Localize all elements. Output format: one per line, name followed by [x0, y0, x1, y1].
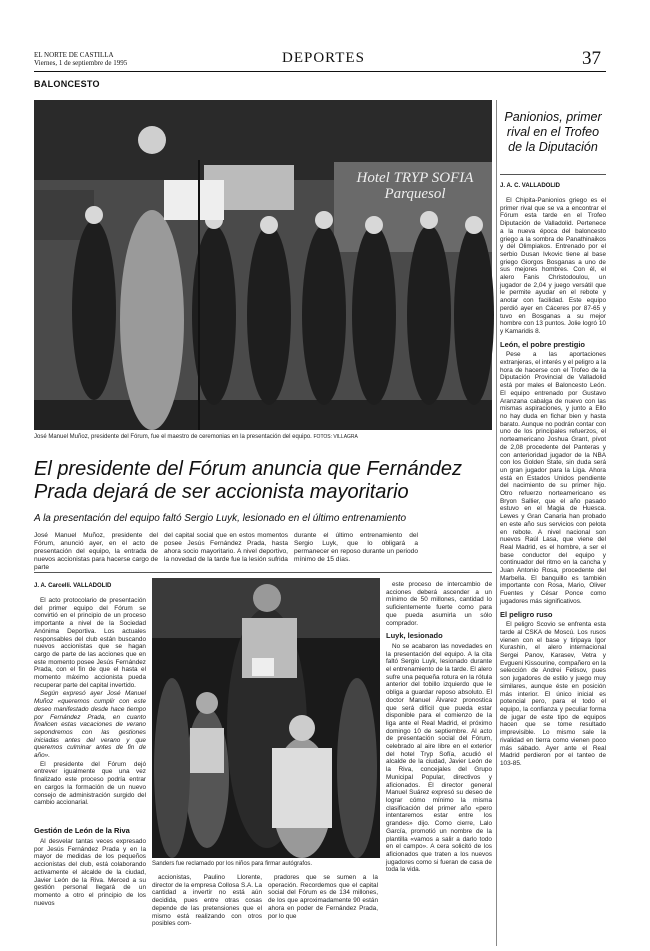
side-col: [500, 197, 606, 946]
side-headline: Panionios, primer rival en el Trofeo de la Diputación: [504, 110, 602, 154]
paragraph: este proceso de intercambio de acciones deberá ascender a un mínimo de 50 millones, cantidad lo suficientemente fuerte como para que pueda asumirla un sólo comprador.: [386, 581, 492, 627]
paragraph: Pese a las aportaciones extranjeras, el interés y el peligro a la hora de hacerse con el Trofeo de la Diputación Provincial de Valladolid está por males el Baloncesto León. El equipo entrenado por Gustavo Aranzana cabalga de nuevo con las mismas aspiraciones, y junto a Ello no hay duda en fichar bien y hasta barato. Aunque no podrán contar con uno de los principales refuerzos, el norteamericano Joshua Grant, pívot de 2,08 procedente del Panteras y con anterioridad jugador de la NBA con los Golden State, sin duda será un gran jugador para la Liga. Ahora está en Estados Unidos pendiente del nacimiento de su primer hijo. Otro refuerzo norteamericano es Bryon Sallier, que el año pasado estuvo en el Magia de Huesca. Lewes y Gran Canaria han probado en este año sus servicios con pelota en rebote. A nivel nacional son nuevos Raúl Lasa, que viene del Real Madrid, es el hombre, a ser el base conductor del equipo y continuador del ritmo en la cancha y Juan Antonio Rosa, procedente del Marbella. El banquillo es también importante con Rosa, Mario, Oliver Fuentes y César Ponce como jugadores más significativos.: [500, 351, 606, 605]
article-col-2-bottom: [152, 874, 262, 946]
ceremony-photo-graphic: [34, 100, 492, 430]
side-byline: J. A. C. VALLADOLID: [500, 183, 560, 189]
article-col-1-bottom: [34, 838, 146, 946]
lead-col-3: durante el último entrenamiento del Sergio Luyk, que lo obligará a permanecer en reposo durante un periodo mínimo de 15 días.: [294, 532, 418, 563]
subhead-peligro-ruso: El peligro ruso: [500, 609, 553, 619]
section-title: DEPORTES: [282, 50, 365, 66]
paragraph: El Chipita-Panionios griego es el primer rival que se va a encontrar el Fórum esta tarde en el Trofeo Diputación de Valladolid. Pertenece a la nueva época del baloncesto griego a la sombra de Panathinaikos y del Olimpiakos. Entrenado por el serbio Dusan Ivkovic tiene al base griego Giorgos Bosganas a uno de sus mejores hombres. Con él, el alero Fanis Christodoulou, un jugador de 2,04 y juego versátil que le permite ayudar en el rebote y anotar con facilidad. Este equipo perdió ayer en Cáceres por 87-65 y tuvo en Bosganas a su mejor hombre con 13 puntos. Jolie logró 10 y Kamaridis 8.: [500, 197, 606, 335]
header-rule: [34, 71, 606, 72]
lead-col-2: del capital social que en estos momentos posee Jesús Fernández Prada, hasta ahora socio mayoritario. A nivel deportivo, la novedad de la tarde fue la lesión sufrida: [164, 532, 288, 563]
side-rule: [500, 174, 606, 175]
lead-col-1: José Manuel Muñoz, presidente del Fórum, anunció ayer, en el acto de presentación del equipo, la entrada de nuevos accionistas para hacerse cargo de parte: [34, 532, 158, 571]
masthead: [34, 51, 127, 67]
paragraph: Según expresó ayer José Manuel Muñoz «queremos cumplir con este deseo manifestado desde hace tiempo por Fernández Prada, en cuanto finalicen estas vacaciones de verano sepondremos con las gestiones iniciadas antes del verano y que queremos culminar antes de fin de año».: [34, 690, 146, 760]
main-subheadline: A la presentación del equipo faltó Sergio Luyk, lesionado en el último entrenamiento: [34, 513, 407, 524]
main-photo: [34, 100, 492, 430]
byline: J. A. Carcelli. VALLADOLID: [34, 583, 112, 589]
paragraph: El presidente del Fórum dejó entrever igualmente que una vez finalizado este proceso podría entrar en cargos la formación de un nuevo consejo de administración surgido del cambio accionarial.: [34, 760, 146, 807]
caption-text: José Manuel Muñoz, presidente del Fórum, fue el maestro de ceremonias en la presentación del equipo.: [34, 434, 312, 440]
autograph-photo-graphic: [152, 578, 380, 858]
paragraph: accionistas, Paulino Llorente, director de la empresa Collosa S.A. La cantidad a invertir no está aún decidida, pues entre otras cosas depende de las pretensiones que el mismo está realizando con otros posibles com-: [152, 874, 262, 928]
sport-label: BALONCESTO: [34, 79, 100, 89]
photo-caption: [34, 434, 492, 441]
article-col-4: [386, 581, 492, 946]
subhead-luyk: Luyk, lesionado: [386, 631, 443, 641]
paragraph: El peligro Scovio se enfrenta esta tarde al CSKA de Moscú. Los rusos vienen con el base y tiripaya Igor Kurashin, el alero internacional Sergei Panov, Karasev, Vetra y Evgueni Kissourine, compañero en la selección de Andrei Fetisov, pues son jugadores de estilo y juego muy similares, aunque éste en posición más interior. El único inicial es potencial pero, para el todo el equipo, la confianza y peculiar forma de jugar de este tipo de equipos hacen que se tome resultado imprevisible. Lo mismo sale la rivalidad en tierra como vienen poco más sábado. Ayer ante el Real Madrid perdieron por el tanteo de 103-85.: [500, 621, 606, 767]
subhead-gestion: Gestión de León de la Riva: [34, 826, 130, 835]
page-number: 37: [582, 48, 601, 69]
article-col-1: [34, 597, 146, 822]
column-divider: [496, 100, 497, 946]
paragraph: No se acabaron las novedades en la presentación del equipo. A la cita faltó Sergio Luyk, lesionado durante el entrenamiento de la tarde. El alero sufre una pequeña rotura en la rótula anterior del tobillo izquierdo que le obliga a guardar reposo absoluto. El doctor Manuel Álvarez pronostica que será difícil que pueda estar disponible para el comienzo de la liga ante el Real Madrid, el próximo domingo 10 de septiembre. Al acto de presentación social del Fórum, celebrado al aire libre en el exterior del hotel Tryp Sofía, acudió el alcalde de la ciudad, Javier León de la Riva, concejales del Grupo Municipal Popular, directivos y aficionados. El director general Manuel Suárez expresó su deseo de lograr cómo mínimo la misma clasificación del primer año «pero intentaremos estar entre los grandes» dijo. Como cierre, Lalo García, promotió un nombre de la plantilla «vamos a salir a darlo todo en el campo». A cera solicitó de los aficionados que traten a los nuevos jugadores como si fueran de casa de toda la vida.: [386, 642, 492, 874]
kids-photo-caption: Sanders fue reclamado por los niños para firmar autógrafos.: [152, 861, 313, 867]
paragraph: Al desvelar tantas veces expresado por Jesús Fernández Prada y en la mayor de medidas de los pequeños accionistas del club, está colaborando activamente el alcalde de la ciudad, Javier León de la Riva. Merced a su gestión personal llegará de un momento a otro el principio de los nuevos: [34, 838, 146, 907]
hotel-banner: [340, 170, 490, 230]
subhead-leon: León, el pobre prestigio: [500, 339, 586, 349]
paragraph: El acto protocolario de presentación del primer equipo del Fórum se convirtió en el principio de un proceso importante a nivel de la Sociedad Anónima Deportiva. Los actuales responsables del club están buscando nuevos accionistas que se hagan cargo de parte de las acciones que en este momento posee Jesús Fernández Prada, con el fin de que el hasta el momento máximo accionista pueda recuperar parte del capital invertido.: [34, 597, 146, 689]
photo-credit: FOTOS: VILLAGRA: [313, 434, 358, 440]
paragraph: pradores que se sumen a la operación. Recordemos que el capital social del Fórum es de 134 millones, de los que aproximadamente 90 están ahora en poder de Fernández Prada, por lo que: [268, 874, 378, 920]
newspaper-name: EL NORTE DE CASTILLA: [34, 51, 114, 59]
kids-photo: [152, 578, 380, 858]
hotel-banner-text: Hotel TRYP SOFIA Parquesol: [356, 170, 474, 202]
issue-date: Viernes, 1 de septiembre de 1995: [34, 59, 128, 67]
lead-rule: [34, 572, 492, 573]
main-headline: El presidente del Fórum anuncia que Fernández Prada dejará de ser accionista mayoritario: [34, 458, 463, 503]
article-col-3-bottom: [268, 874, 378, 946]
